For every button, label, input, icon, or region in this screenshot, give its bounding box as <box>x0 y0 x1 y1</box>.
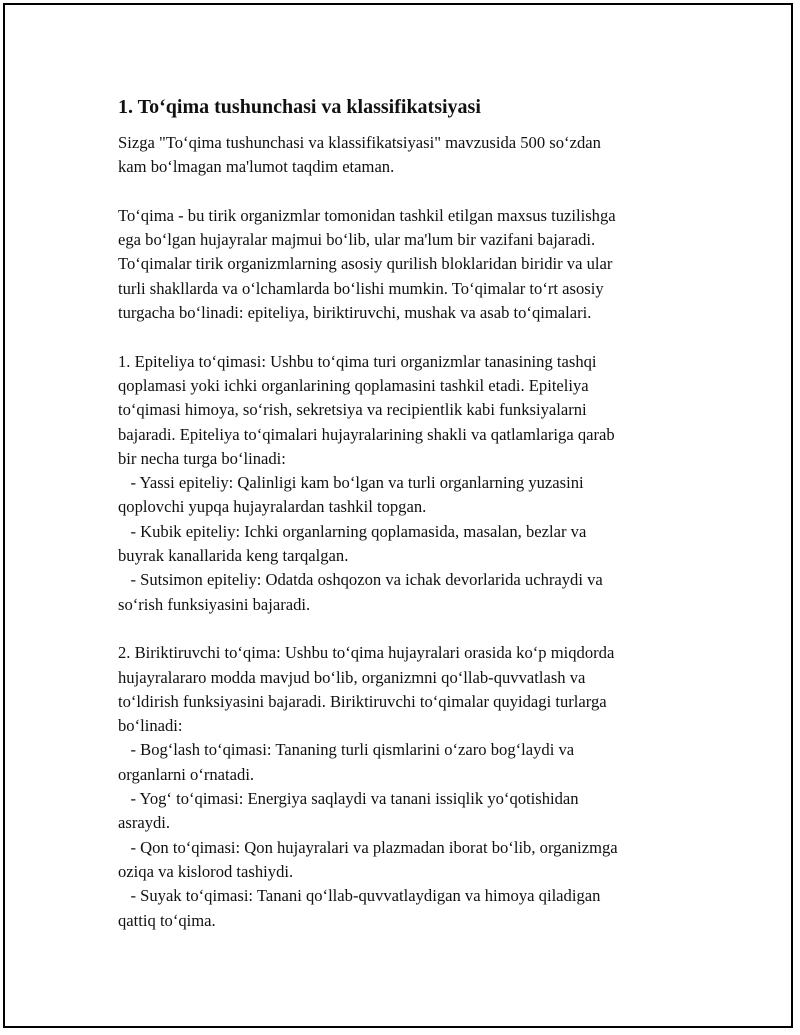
text-line: 1. Epiteliya to‘qimasi: Ushbu to‘qima turi organizmlar tanasining tashqi <box>118 351 597 371</box>
text-line: qattiq to‘qima. <box>118 910 216 930</box>
connective-section <box>118 641 684 933</box>
list-item: - Yassi epiteliy: Qalinligi kam bo‘lgan va turli organlarning yuzasini <box>118 473 584 493</box>
text-line: qoplovchi yupqa hujayralardan tashkil topgan. <box>118 497 427 517</box>
text-line: To‘qimalar tirik organizmlarning asosiy qurilish bloklaridan biridir va ular <box>118 254 613 274</box>
text-line: kam bo‘lmagan ma'lumot taqdim etaman. <box>118 157 395 177</box>
definition-paragraph <box>118 204 684 325</box>
document-body <box>118 93 684 933</box>
list-item: - Sutsimon epiteliy: Odatda oshqozon va ichak devorlarida uchraydi va <box>118 570 603 590</box>
text-line: 2. Biriktiruvchi to‘qima: Ushbu to‘qima hujayralari orasida ko‘p miqdorda <box>118 643 615 663</box>
text-line: bo‘linadi: <box>118 716 183 736</box>
text-line: so‘rish funksiyasini bajaradi. <box>118 594 311 614</box>
text-line: qoplamasi yoki ichki organlarining qoplamasini tashkil etadi. Epiteliya <box>118 375 589 395</box>
list-item: - Bog‘lash to‘qimasi: Tananing turli qismlarini o‘zaro bog‘laydi va <box>118 740 575 760</box>
list-item: - Yog‘ to‘qimasi: Energiya saqlaydi va tanani issiqlik yo‘qotishidan <box>118 789 579 809</box>
list-item: - Suyak to‘qimasi: Tanani qo‘llab-quvvatlaydigan va himoya qiladigan <box>118 886 601 906</box>
list-item: - Kubik epiteliy: Ichki organlarning qoplamasida, masalan, bezlar va <box>118 521 587 541</box>
text-line: turgacha bo‘linadi: epiteliya, biriktiruvchi, mushak va asab to‘qimalari. <box>118 303 592 323</box>
text-line: turli shakllarda va o‘lchamlarda bo‘lishi mumkin. To‘qimalar to‘rt asosiy <box>118 278 604 298</box>
text-line: bir necha turga bo‘linadi: <box>118 448 286 468</box>
text-line: Sizga "To‘qima tushunchasi va klassifikatsiyasi" mavzusida 500 so‘zdan <box>118 133 601 152</box>
text-line: ega bo‘lgan hujayralar majmui bo‘lib, ular ma'lum bir vazifani bajaradi. <box>118 230 596 250</box>
text-line: asraydi. <box>118 813 171 833</box>
text-line: bajaradi. Epiteliya to‘qimalari hujayralarining shakli va qatlamlariga qarab <box>118 424 615 444</box>
section-heading: 1. To‘qima tushunchasi va klassifikatsiyasi <box>118 96 481 118</box>
text-line: organlarni o‘rnatadi. <box>118 764 255 784</box>
text-line: to‘ldirish funksiyasini bajaradi. Biriktiruvchi to‘qimalar quyidagi turlarga <box>118 691 607 711</box>
text-line: oziqa va kislorod tashiydi. <box>118 861 294 881</box>
text-line: To‘qima - bu tirik organizmlar tomonidan tashkil etilgan maxsus tuzilishga <box>118 205 616 225</box>
list-item: - Qon to‘qimasi: Qon hujayralari va plazmadan iborat bo‘lib, organizmga <box>118 837 618 857</box>
intro-paragraph <box>118 131 684 180</box>
text-line: buyrak kanallarida keng tarqalgan. <box>118 546 349 566</box>
text-line: hujayralararo modda mavjud bo‘lib, organizmni qo‘llab-quvvatlash va <box>118 667 586 687</box>
text-line: to‘qimasi himoya, so‘rish, sekretsiya va recipientlik kabi funksiyalarni <box>118 400 587 420</box>
epithelial-section <box>118 350 684 617</box>
